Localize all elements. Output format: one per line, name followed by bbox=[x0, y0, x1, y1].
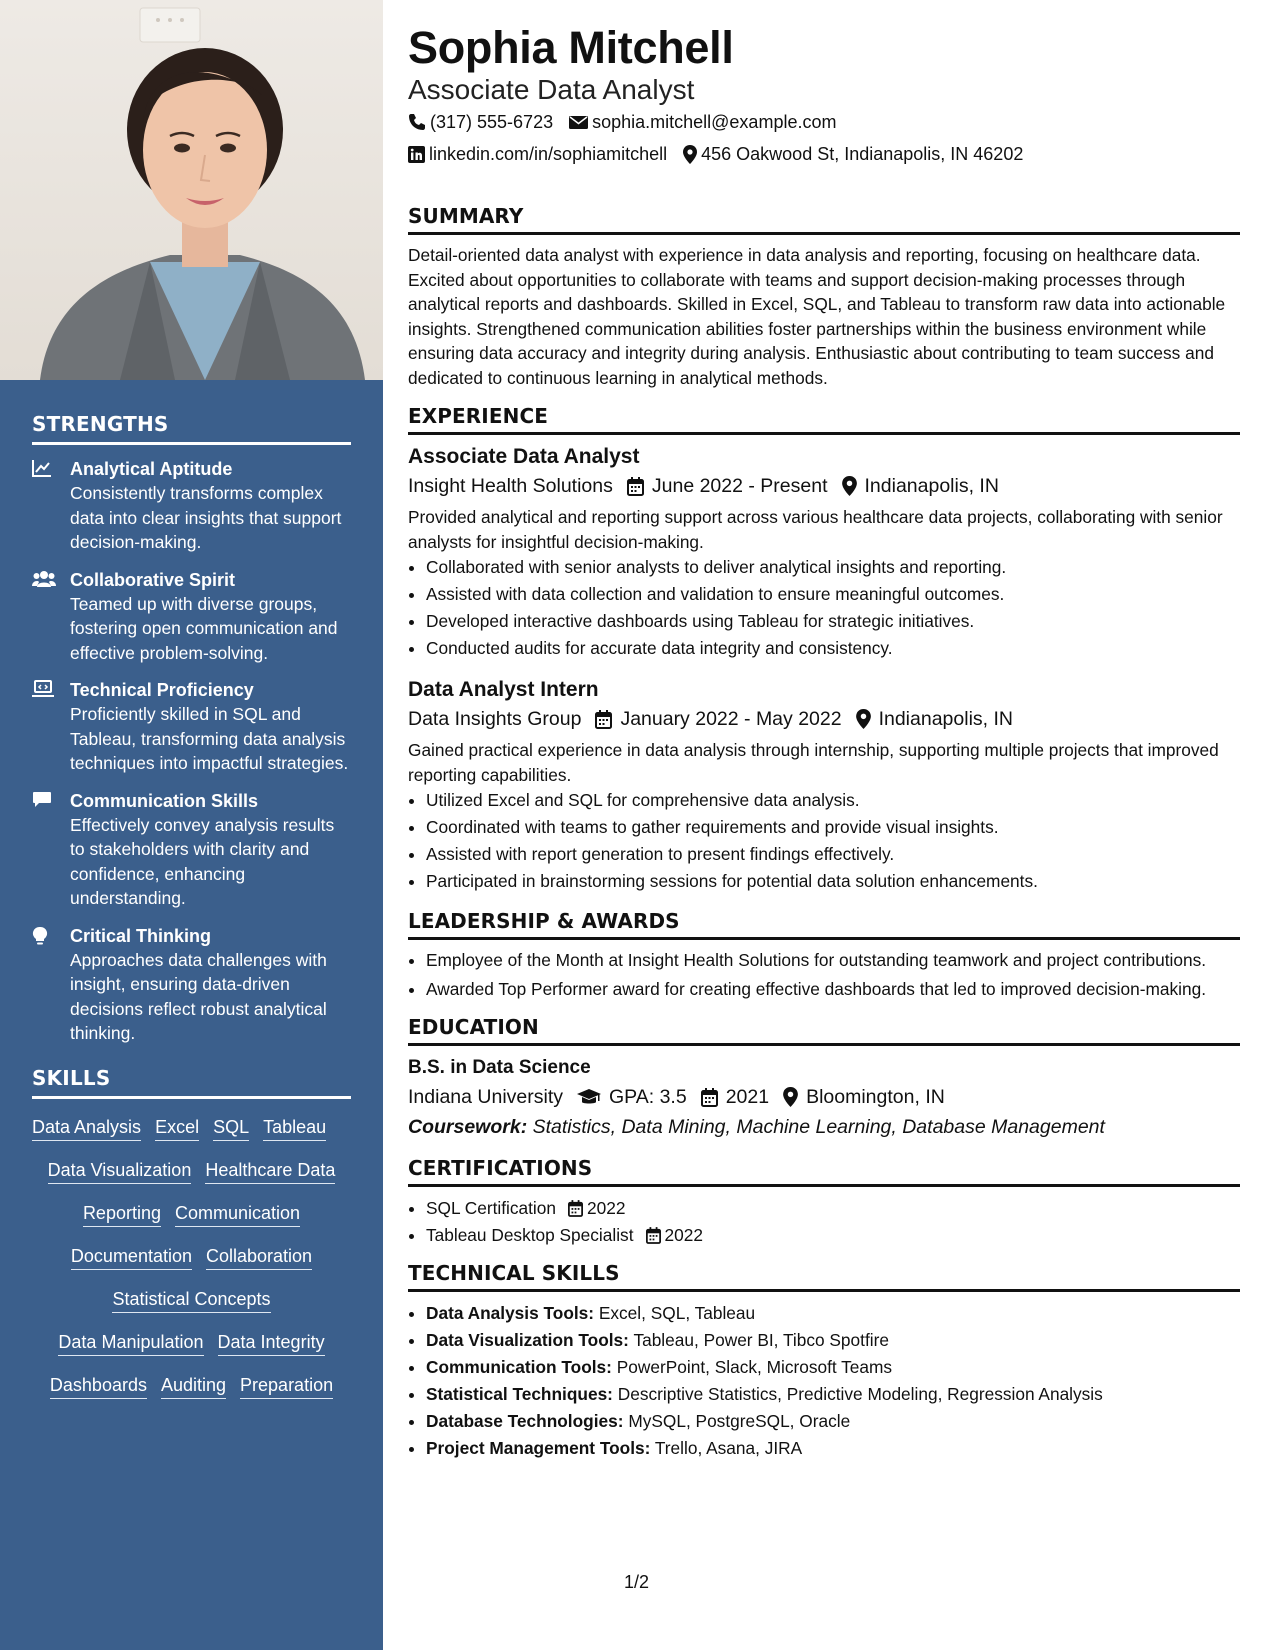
job-bullet: • Assisted with report generation to present findings effectively. bbox=[426, 841, 1240, 868]
skill-tag: Data Visualization bbox=[48, 1158, 192, 1184]
email-contact[interactable] bbox=[569, 106, 836, 138]
cert-name: • SQL Certification bbox=[426, 1198, 556, 1218]
skill-tag: SQL bbox=[213, 1115, 249, 1141]
certifications-heading: CERTIFICATIONS bbox=[408, 1156, 1240, 1187]
tech-skill-value: Trello, Asana, JIRA bbox=[654, 1438, 803, 1458]
linkedin-contact[interactable] bbox=[408, 138, 667, 170]
calendar-icon bbox=[627, 477, 644, 496]
experience-heading: EXPERIENCE bbox=[408, 404, 1240, 435]
chart-line-icon bbox=[32, 457, 70, 555]
gpa-text: GPA: 3.5 bbox=[609, 1086, 687, 1108]
strength-title: Critical Thinking bbox=[70, 925, 212, 946]
address-contact bbox=[683, 138, 1023, 170]
job-entry bbox=[408, 676, 1240, 895]
phone-contact[interactable] bbox=[408, 106, 553, 138]
candidate-title: Associate Data Analyst bbox=[408, 74, 695, 105]
strengths-heading: STRENGTHS bbox=[32, 412, 351, 445]
calendar-icon bbox=[646, 1227, 661, 1244]
coursework-text: Statistics, Data Mining, Machine Learning, Database Management bbox=[532, 1116, 1105, 1138]
summary-text: Detail-oriented data analyst with experience in data analysis and reporting, focusing on healthcare data. Excited about opportunities to collaborate with teams and support decision-making processes through analytical reports and dashboards. Skilled in Excel, SQL, and Tableau to transform raw data into actionable insights. Strengthened communication abilities foster partnerships within the business environment while ensuring data accuracy and integrity during analysis. Enthusiastic about contributing to team success and dedicated to continuous learning in analytical methods. bbox=[408, 245, 1226, 388]
linkedin-text: linkedin.com/in/sophiamitchell bbox=[429, 144, 668, 164]
skill-row bbox=[32, 1115, 351, 1141]
strength-title: Communication Skills bbox=[70, 790, 259, 811]
job-bullets bbox=[408, 554, 1240, 662]
email-text: sophia.mitchell@example.com bbox=[592, 112, 837, 132]
job-description: Gained practical experience in data analysis through internship, supporting multiple projects that improved reporting capabilities. bbox=[408, 740, 1219, 785]
job-description: Provided analytical and reporting support across various healthcare data projects, collaborating with senior analysts for insightful decision-making. bbox=[408, 507, 1223, 552]
map-marker-icon bbox=[783, 1087, 798, 1107]
skill-tag: Reporting bbox=[83, 1201, 161, 1227]
strength-title: Analytical Aptitude bbox=[70, 459, 233, 479]
job-dates-text: January 2022 - May 2022 bbox=[620, 708, 842, 730]
skill-tag: Tableau bbox=[263, 1115, 326, 1141]
job-role: Associate Data Analyst bbox=[408, 445, 640, 468]
strength-desc: Approaches data challenges with insight, ensuring data-driven decisions reflect robust analytical thinking. bbox=[70, 949, 327, 1043]
job-location bbox=[842, 471, 999, 501]
cert-year: 2022 bbox=[586, 1198, 626, 1218]
technical-skills-list bbox=[408, 1300, 1240, 1462]
school-location-text: Bloomington, IN bbox=[806, 1086, 945, 1108]
school: Indiana University bbox=[408, 1086, 563, 1108]
tech-skill-value: Descriptive Statistics, Predictive Modeling, Regression Analysis bbox=[617, 1384, 1103, 1404]
phone-icon bbox=[408, 113, 426, 131]
tech-skill-label: Project Management Tools: bbox=[426, 1438, 651, 1458]
education-section bbox=[408, 1015, 1240, 1142]
skill-tag: Data Manipulation bbox=[58, 1330, 203, 1356]
job-meta bbox=[408, 704, 1240, 734]
education-meta bbox=[408, 1082, 1240, 1112]
calendar-icon bbox=[595, 710, 612, 729]
comment-icon bbox=[32, 789, 70, 911]
calendar-icon bbox=[701, 1088, 718, 1107]
job-location-text: Indianapolis, IN bbox=[864, 475, 999, 497]
lightbulb-icon bbox=[32, 924, 70, 1046]
strength-desc: Proficiently skilled in SQL and Tableau, transforming data analysis techniques into impactful strategies. bbox=[70, 704, 349, 773]
skill-tags bbox=[32, 1111, 351, 1399]
skill-tag: Auditing bbox=[161, 1373, 226, 1399]
awards-list bbox=[408, 948, 1240, 1001]
users-icon bbox=[32, 568, 70, 666]
skill-tag: Documentation bbox=[71, 1244, 192, 1270]
tech-skill-item bbox=[426, 1408, 1240, 1435]
map-marker-icon bbox=[683, 145, 697, 164]
strength-title: Collaborative Spirit bbox=[70, 569, 236, 590]
cert-item bbox=[426, 1195, 1240, 1222]
experience-section bbox=[408, 404, 1240, 895]
linkedin-icon bbox=[408, 146, 425, 163]
job-role: Data Analyst Intern bbox=[408, 678, 599, 701]
school-location bbox=[783, 1082, 945, 1112]
tech-skill-item bbox=[426, 1381, 1240, 1408]
main-content bbox=[408, 22, 1240, 1462]
map-marker-icon bbox=[842, 476, 857, 496]
education-heading: EDUCATION bbox=[408, 1015, 1240, 1046]
job-bullet: • Coordinated with teams to gather requirements and provide visual insights. bbox=[426, 814, 1240, 841]
tech-skill-value: MySQL, PostgreSQL, Oracle bbox=[628, 1411, 851, 1431]
strength-desc: Effectively convey analysis results to stakeholders with clarity and confidence, enhancing understanding. bbox=[70, 814, 335, 908]
degree: B.S. in Data Science bbox=[408, 1057, 591, 1078]
job-bullet: • Developed interactive dashboards using Tableau for strategic initiatives. bbox=[426, 608, 1240, 635]
strength-desc: Teamed up with diverse groups, fostering open communication and effective problem-solving. bbox=[70, 593, 338, 663]
laptop-code-icon bbox=[32, 678, 70, 776]
map-marker-icon bbox=[856, 709, 871, 729]
job-entry bbox=[408, 443, 1240, 662]
skill-tag: Data Analysis bbox=[32, 1115, 141, 1141]
summary-heading: SUMMARY bbox=[408, 204, 1240, 235]
awards-heading: LEADERSHIP & AWARDS bbox=[408, 909, 1240, 940]
job-bullet: • Collaborated with senior analysts to deliver analytical insights and reporting. bbox=[426, 554, 1240, 581]
strength-item bbox=[32, 924, 351, 1046]
award-item: • Awarded Top Performer award for creating effective dashboards that led to improved decision-making. bbox=[426, 977, 1240, 1002]
tech-skill-label: Statistical Techniques: bbox=[426, 1384, 613, 1404]
tech-skill-value: Excel, SQL, Tableau bbox=[598, 1303, 756, 1323]
job-bullet: • Assisted with data collection and validation to ensure meaningful outcomes. bbox=[426, 581, 1240, 608]
job-bullet: • Participated in brainstorming sessions for potential data solution enhancements. bbox=[426, 868, 1240, 895]
certifications-list bbox=[408, 1195, 1240, 1249]
job-dates-text: June 2022 - Present bbox=[651, 475, 828, 497]
tech-skill-label: Data Visualization Tools: bbox=[426, 1330, 629, 1350]
tech-skill-item bbox=[426, 1327, 1240, 1354]
technical-skills-section bbox=[408, 1261, 1240, 1462]
certifications-section bbox=[408, 1156, 1240, 1249]
skill-tag: Excel bbox=[155, 1115, 199, 1141]
skill-row bbox=[32, 1373, 351, 1399]
skills-heading: SKILLS bbox=[32, 1066, 351, 1099]
candidate-name: Sophia Mitchell bbox=[408, 22, 734, 73]
tech-skill-item bbox=[426, 1435, 1240, 1462]
cert-name: • Tableau Desktop Specialist bbox=[426, 1225, 634, 1245]
job-location bbox=[856, 704, 1013, 734]
strength-desc: Consistently transforms complex data into clear insights that support decision-making. bbox=[70, 483, 342, 552]
job-company: Data Insights Group bbox=[408, 708, 582, 730]
address-text: 456 Oakwood St, Indianapolis, IN 46202 bbox=[701, 144, 1024, 164]
tech-skill-label: Data Analysis Tools: bbox=[426, 1303, 595, 1323]
skill-row bbox=[32, 1330, 351, 1356]
phone-text: (317) 555-6723 bbox=[430, 112, 554, 132]
job-bullets bbox=[408, 787, 1240, 895]
skill-tag: Data Integrity bbox=[218, 1330, 325, 1356]
job-bullet: • Conducted audits for accurate data integrity and consistency. bbox=[426, 635, 1240, 662]
skill-tag: Collaboration bbox=[206, 1244, 312, 1270]
strength-item bbox=[32, 678, 351, 776]
coursework-label: Coursework: bbox=[408, 1116, 528, 1138]
tech-skill-item bbox=[426, 1300, 1240, 1327]
job-meta bbox=[408, 471, 1240, 501]
technical-skills-heading: TECHNICAL SKILLS bbox=[408, 1261, 1240, 1292]
calendar-icon bbox=[568, 1200, 583, 1217]
sidebar-content bbox=[32, 412, 351, 1416]
tech-skill-item bbox=[426, 1354, 1240, 1381]
skill-row bbox=[32, 1244, 351, 1270]
gpa bbox=[577, 1082, 687, 1112]
cert-year: 2022 bbox=[664, 1225, 703, 1245]
skill-tag: Healthcare Data bbox=[205, 1158, 335, 1184]
graduation-year bbox=[701, 1082, 769, 1112]
envelope-icon bbox=[569, 115, 588, 130]
job-location-text: Indianapolis, IN bbox=[878, 708, 1013, 730]
skill-row bbox=[32, 1201, 351, 1227]
award-item: • Employee of the Month at Insight Health Solutions for outstanding teamwork and project contributions. bbox=[426, 948, 1240, 973]
skill-tag: Dashboards bbox=[50, 1373, 147, 1399]
skill-tag: Statistical Concepts bbox=[112, 1287, 270, 1313]
awards-section bbox=[408, 909, 1240, 1001]
skill-tag: Communication bbox=[175, 1201, 300, 1227]
tech-skill-label: Database Technologies: bbox=[426, 1411, 624, 1431]
summary-section bbox=[408, 204, 1240, 390]
tech-skill-value: PowerPoint, Slack, Microsoft Teams bbox=[616, 1357, 893, 1377]
cert-item bbox=[426, 1222, 1240, 1249]
tech-skill-label: Communication Tools: bbox=[426, 1357, 612, 1377]
contact-line bbox=[408, 138, 1240, 170]
job-company: Insight Health Solutions bbox=[408, 475, 613, 497]
graduation-cap-icon bbox=[577, 1089, 601, 1106]
contact-line bbox=[408, 106, 1240, 138]
skill-tag: Preparation bbox=[240, 1373, 333, 1399]
profile-photo bbox=[0, 0, 383, 380]
strength-item bbox=[32, 789, 351, 911]
skill-row bbox=[32, 1158, 351, 1184]
strength-title: Technical Proficiency bbox=[70, 680, 254, 700]
page-number: 1/2 bbox=[624, 1572, 650, 1592]
strength-item bbox=[32, 457, 351, 555]
coursework bbox=[408, 1112, 1240, 1142]
job-dates bbox=[627, 471, 828, 501]
strength-item bbox=[32, 568, 351, 666]
job-bullet: • Utilized Excel and SQL for comprehensive data analysis. bbox=[426, 787, 1240, 814]
job-dates bbox=[595, 704, 841, 734]
tech-skill-value: Tableau, Power BI, Tibco Spotfire bbox=[633, 1330, 889, 1350]
sidebar bbox=[0, 0, 383, 1650]
skill-row bbox=[32, 1287, 351, 1313]
year-text: 2021 bbox=[725, 1086, 770, 1108]
